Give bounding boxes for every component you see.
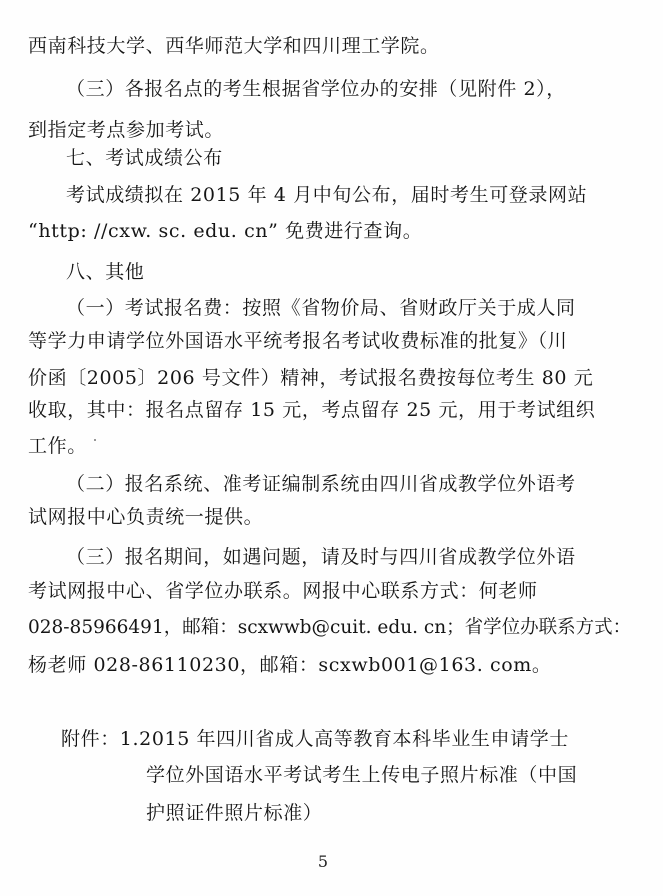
text-line: 价函〔2005〕206 号文件）精神，考试报名费按每位考生 80 元: [28, 367, 594, 389]
text-line: 杨老师 028-86110230，邮箱：scxwb001@163. com。: [28, 654, 552, 676]
attachment-line: 护照证件照片标准）: [146, 802, 323, 824]
attachment-line: 附件：1.2015 年四川省成人高等教育本科毕业生申请学士: [61, 728, 569, 750]
text-line: 到指定考点参加考试。: [28, 119, 225, 141]
text-line: “http: //cxw. sc. edu. cn” 免费进行查询。: [28, 220, 423, 242]
text-line: 等学力申请学位外国语水平统考报名考试收费标准的批复》（川: [28, 330, 568, 352]
text-line: 西南科技大学、西华师范大学和四川理工学院。: [28, 35, 440, 57]
text-line: 收取，其中：报名点留存 15 元，考点留存 25 元，用于考试组织: [28, 399, 596, 421]
text-line: （一）考试报名费：按照《省物价局、省财政厅关于成人同: [66, 297, 576, 319]
text-line: 试网报中心负责统一提供。: [28, 506, 264, 528]
page-number: 5: [317, 852, 329, 871]
text-line: 028-85966491，邮箱：scxwwb@cuit. edu. cn；省学位办联系方式：: [28, 617, 632, 638]
text-line: 考试成绩拟在 2015 年 4 月中旬公布，届时考生可登录网站: [66, 184, 588, 206]
section-heading: 八、其他: [66, 261, 145, 283]
scan-speck: [94, 439, 96, 441]
section-heading: 七、考试成绩公布: [66, 147, 223, 169]
text-line: （三）各报名点的考生根据省学位办的安排（见附件 2），: [66, 78, 566, 100]
text-line: （二）报名系统、准考证编制系统由四川省成教学位外语考: [66, 473, 576, 495]
text-line: 考试网报中心、省学位办联系。网报中心联系方式：何老师: [28, 580, 538, 602]
attachment-line: 学位外国语水平考试考生上传电子照片标准（中国: [146, 764, 578, 786]
text-line: 工作。: [28, 435, 87, 457]
text-line: （三）报名期间，如遇问题，请及时与四川省成教学位外语: [66, 546, 576, 568]
